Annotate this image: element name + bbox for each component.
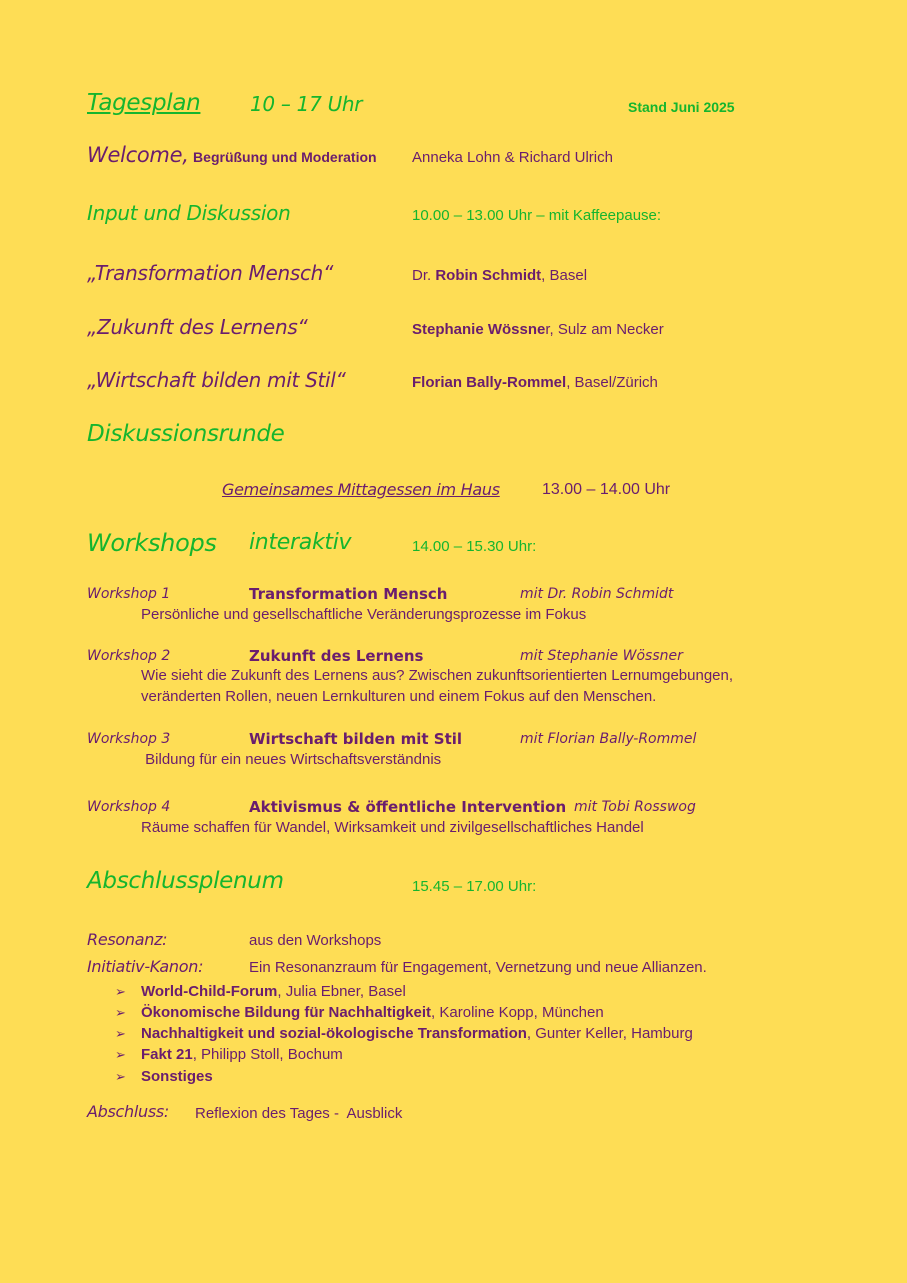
speaker-name: Robin Schmidt — [435, 267, 542, 284]
resonanz-text: aus den Workshops — [249, 932, 382, 949]
list-item — [115, 1025, 693, 1042]
workshops-subheading: interaktiv — [249, 530, 352, 555]
talk-title: „Wirtschaft bilden mit Stil“ — [87, 368, 346, 392]
talk-title: „Zukunft des Lernens“ — [87, 315, 308, 339]
speaker-place: , Basel/Zürich — [566, 374, 658, 391]
workshop-description: Bildung für ein neues Wirtschaftsverständnis — [141, 751, 442, 768]
kanon-text: Ein Resonanzraum für Engagement, Vernetzung und neue Allianzen. — [249, 959, 707, 976]
abschluss-text: Reflexion des Tages - Ausblick — [195, 1105, 403, 1122]
welcome-subtitle: Begrüßung und Moderation — [193, 149, 377, 165]
status-date: Stand Juni 2025 — [628, 99, 735, 115]
workshops-time: 14.00 – 15.30 Uhr: — [412, 538, 537, 555]
talk-speaker — [412, 374, 658, 391]
moderators: Anneka Lohn & Richard Ulrich — [412, 149, 613, 166]
initiative-details: , Karoline Kopp, München — [431, 1004, 604, 1021]
lunch-title: Gemeinsames Mittagessen im Haus — [222, 480, 500, 499]
initiative-details: , Gunter Keller, Hamburg — [526, 1025, 693, 1042]
arrow-bullet-icon: ➢ — [115, 1005, 126, 1020]
input-time: 10.00 – 13.00 Uhr – mit Kaffeepause: — [412, 207, 662, 224]
initiative-details: , Philipp Stoll, Bochum — [192, 1046, 343, 1063]
workshop-label: Workshop 3 — [87, 731, 171, 747]
workshop-leader: mit Dr. Robin Schmidt — [520, 586, 674, 602]
talk-speaker — [412, 321, 664, 338]
arrow-bullet-icon: ➢ — [115, 1026, 126, 1041]
list-item — [115, 983, 406, 1000]
talk-speaker — [412, 267, 587, 284]
welcome-title: Welcome — [87, 143, 183, 167]
workshop-leader: mit Florian Bally-Rommel — [520, 731, 697, 747]
arrow-bullet-icon: ➢ — [115, 984, 126, 999]
list-item — [115, 1068, 213, 1085]
speaker-prefix: Dr. — [412, 267, 436, 284]
input-title: Input und Diskussion — [87, 201, 291, 225]
list-item — [115, 1004, 604, 1021]
abschluss-label: Abschluss: — [87, 1102, 170, 1121]
initiative-name: Fakt 21 — [141, 1046, 193, 1063]
workshop-title: Zukunft des Lernens — [249, 647, 424, 665]
workshop-title: Wirtschaft bilden mit Stil — [249, 730, 463, 748]
initiative-details: , Julia Ebner, Basel — [277, 983, 406, 1000]
welcome-comma: , — [182, 143, 189, 167]
workshop-description: veränderten Rollen, neuen Lernkulturen und einem Fokus auf den Menschen. — [141, 688, 657, 705]
talk-title: „Transformation Mensch“ — [87, 261, 334, 285]
plenum-heading: Abschlussplenum — [87, 868, 284, 894]
arrow-bullet-icon: ➢ — [115, 1069, 126, 1084]
welcome-line — [87, 143, 377, 167]
speaker-place: r, Sulz am Necker — [545, 321, 664, 338]
initiative-name: World-Child-Forum — [141, 983, 278, 1000]
resonanz-label: Resonanz: — [87, 930, 168, 949]
plenum-time: 15.45 – 17.00 Uhr: — [412, 878, 537, 895]
day-time-range: 10 – 17 Uhr — [250, 92, 363, 116]
arrow-bullet-icon: ➢ — [115, 1047, 126, 1062]
workshop-title: Aktivismus & öffentliche Intervention — [249, 798, 567, 816]
initiative-name: Nachhaltigkeit und sozial-ökologische Transformation — [141, 1025, 527, 1042]
initiative-name: Sonstiges — [141, 1068, 213, 1085]
list-item — [115, 1046, 343, 1063]
kanon-label: Initiativ-Kanon: — [87, 957, 204, 976]
workshop-label: Workshop 1 — [87, 586, 171, 602]
workshop-description: Wie sieht die Zukunft des Lernens aus? Zwischen zukunftsorientierten Lernumgebungen, — [141, 667, 734, 684]
workshop-title: Transformation Mensch — [249, 585, 448, 603]
workshop-description: Räume schaffen für Wandel, Wirksamkeit und zivilgesellschaftliches Handel — [141, 819, 644, 836]
speaker-place: , Basel — [541, 267, 588, 284]
workshop-label: Workshop 2 — [87, 648, 171, 664]
discussion-heading: Diskussionsrunde — [87, 421, 285, 447]
workshops-heading: Workshops — [87, 529, 217, 557]
workshop-label: Workshop 4 — [87, 799, 171, 815]
workshop-leader: mit Tobi Rosswog — [574, 799, 696, 815]
initiative-name: Ökonomische Bildung für Nachhaltigkeit — [141, 1004, 432, 1021]
lunch-time: 13.00 – 14.00 Uhr — [542, 481, 671, 498]
page-title: Tagesplan — [87, 90, 201, 116]
workshop-description: Persönliche und gesellschaftliche Veränderungsprozesse im Fokus — [141, 606, 587, 623]
speaker-name: Florian Bally-Rommel — [412, 374, 567, 391]
workshop-leader: mit Stephanie Wössner — [520, 648, 683, 664]
speaker-name: Stephanie Wössne — [412, 321, 546, 338]
